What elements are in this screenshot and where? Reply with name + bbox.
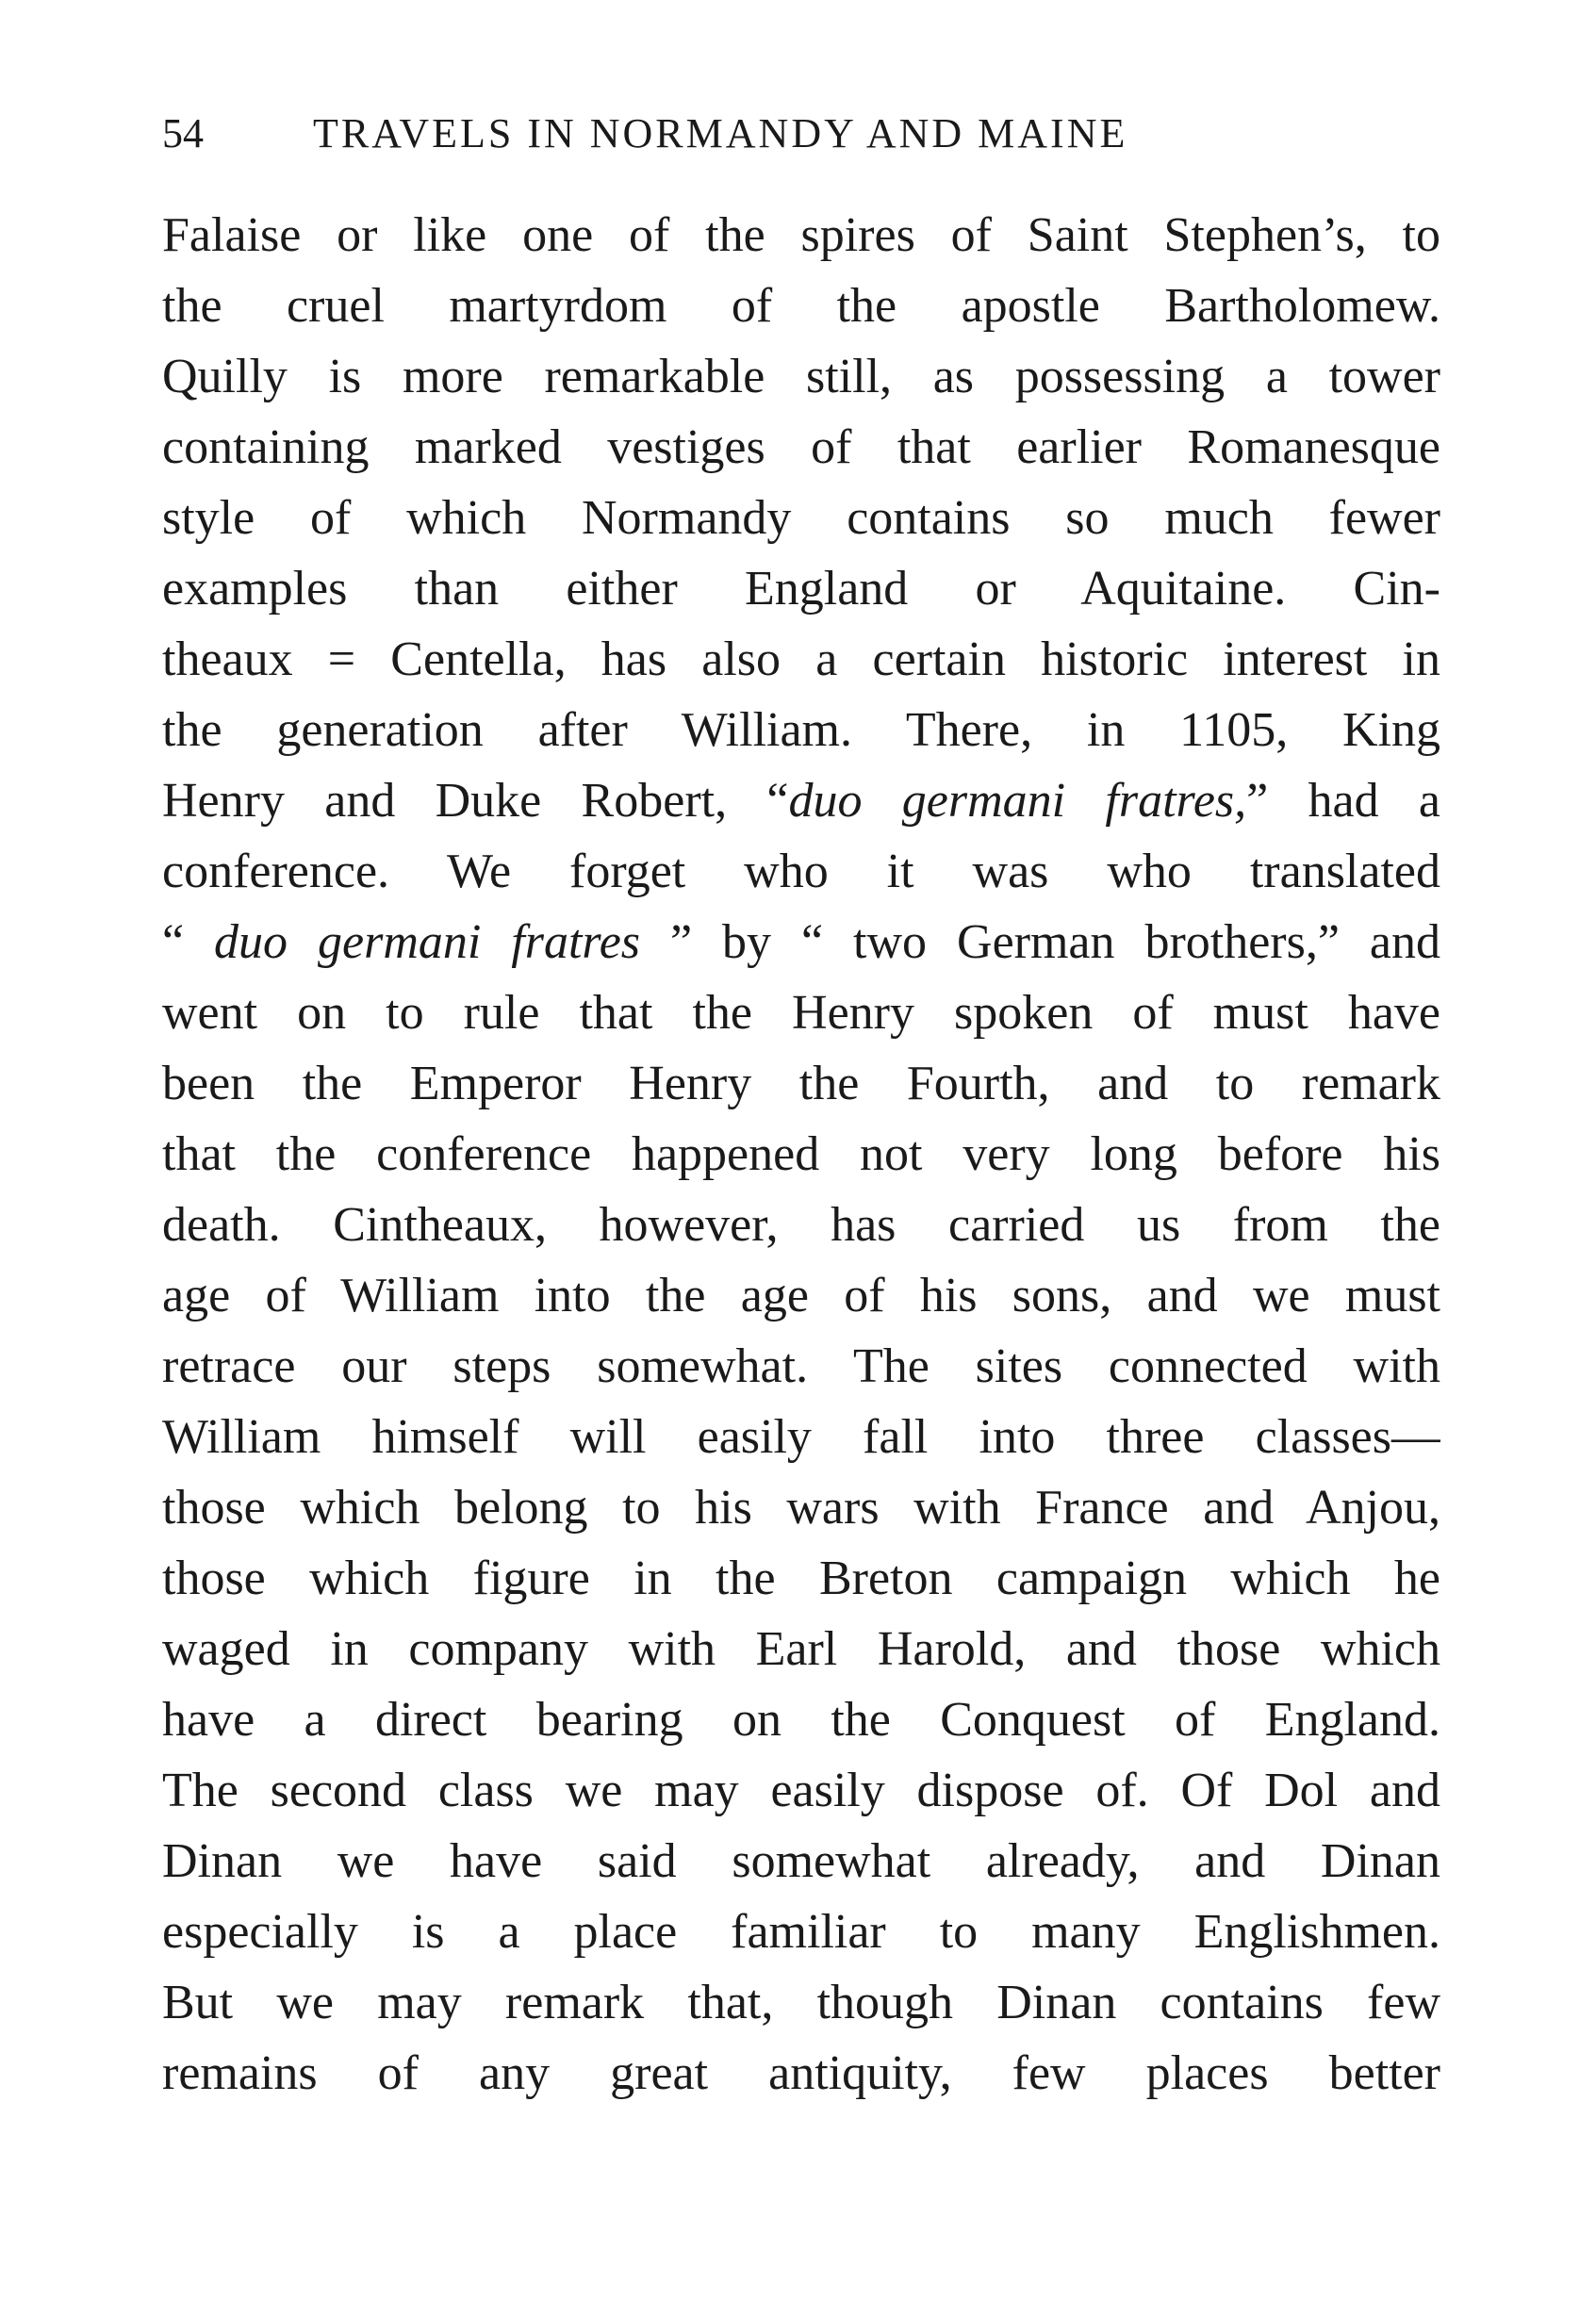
text-line: the generation after William. There, in 1105, King <box>162 703 1440 757</box>
body-text <box>162 200 1440 2109</box>
text-segment: ” by “ two German brothers,” and <box>640 915 1440 969</box>
text-line: conference. We forget who it was who translated <box>162 845 1440 898</box>
text-line: Quilly is more remarkable still, as possessing a tower <box>162 350 1440 403</box>
text-line: those which belong to his wars with France and Anjou, <box>162 1481 1440 1535</box>
text-line: William himself will easily fall into three classes— <box>162 1410 1440 1464</box>
text-segment: ” had a <box>1246 774 1440 828</box>
text-line: The second class we may easily dispose of. Of Dol and <box>162 1764 1440 1817</box>
text-line: containing marked vestiges of that earlier Romanesque <box>162 420 1440 474</box>
text-line: Dinan we have said somewhat already, and Dinan <box>162 1834 1440 1888</box>
text-line: age of William into the age of his sons, and we must <box>162 1269 1440 1322</box>
text-line: the cruel martyrdom of the apostle Bartholomew. <box>162 279 1440 333</box>
running-head <box>162 106 1440 162</box>
text-line: that the conference happened not very long before his <box>162 1127 1440 1181</box>
text-line: death. Cintheaux, however, has carried us from the <box>162 1198 1440 1252</box>
latin-phrase: duo germani fratres, <box>788 774 1247 828</box>
text-line <box>162 765 1440 836</box>
text-line: theaux = Centella, has also a certain historic interest in <box>162 632 1440 686</box>
latin-phrase: duo germani fratres <box>214 915 641 969</box>
text-segment: “ <box>162 915 215 969</box>
text-line: But we may remark that, though Dinan contains few <box>162 1976 1440 2029</box>
text-line: have a direct bearing on the Conquest of England. <box>162 1693 1440 1747</box>
text-line: went on to rule that the Henry spoken of must have <box>162 986 1440 1040</box>
running-title: TRAVELS IN NORMANDY AND MAINE <box>313 110 1128 156</box>
page-number: 54 <box>162 110 204 156</box>
text-line: especially is a place familiar to many Englishmen. <box>162 1905 1440 1959</box>
text-line: remains of any great antiquity, few places better <box>162 2046 1440 2100</box>
text-line: waged in company with Earl Harold, and those which <box>162 1622 1440 1676</box>
text-line: style of which Normandy contains so much fewer <box>162 491 1440 545</box>
text-line: those which figure in the Breton campaign which he <box>162 1552 1440 1605</box>
text-line: been the Emperor Henry the Fourth, and to remark <box>162 1057 1440 1110</box>
text-line: Falaise or like one of the spires of Saint Stephen’s, to <box>162 208 1440 262</box>
text-line: retrace our steps somewhat. The sites connected with <box>162 1339 1440 1393</box>
text-line <box>162 907 1440 977</box>
text-line: examples than either England or Aquitaine. Cin- <box>162 562 1440 616</box>
text-segment: Henry and Duke Robert, “ <box>162 774 789 828</box>
